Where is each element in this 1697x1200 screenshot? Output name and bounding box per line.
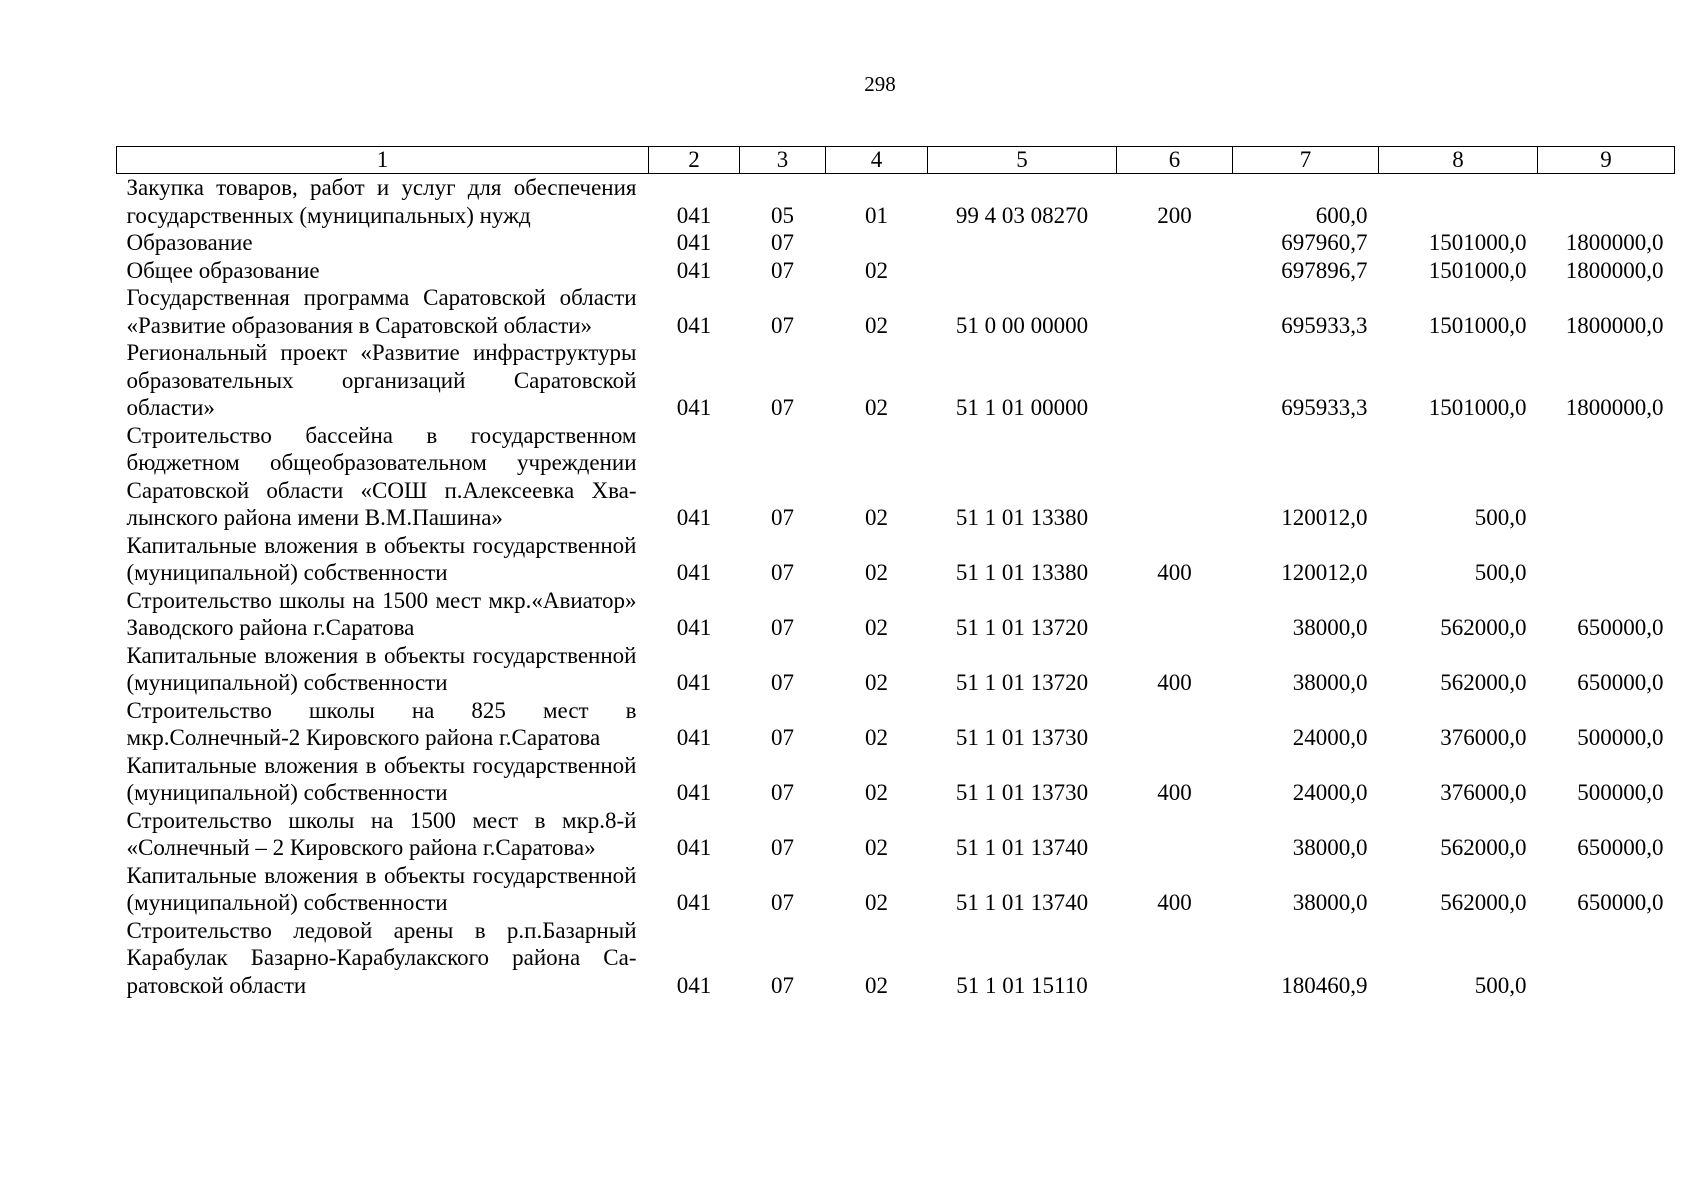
amount-column-7: 24000,0	[1292, 780, 1368, 805]
table-row	[117, 339, 1675, 422]
subsection-code: 02	[865, 835, 888, 860]
section-code: 07	[771, 560, 794, 585]
item-name: Государственная программа Саратовской области «Развитие образования в Саратовской области»	[126, 285, 637, 338]
target-article-code: 51 1 01 13730	[955, 780, 1089, 805]
table-row	[117, 862, 1675, 917]
subsection-code: 02	[865, 725, 888, 750]
amount-column-9	[1538, 917, 1675, 1000]
item-name: Образование	[126, 230, 253, 255]
column-header-2: 2	[649, 147, 740, 174]
amount-column-7: 600,0	[1315, 202, 1368, 228]
table-row	[117, 229, 1675, 257]
amount-column-7: 38000,0	[1292, 615, 1368, 640]
target-article-code: 51 1 01 13380	[955, 560, 1089, 585]
section-code: 07	[771, 257, 794, 283]
table-row	[117, 807, 1675, 862]
amount-column-8: 376000,0	[1440, 780, 1527, 805]
amount-column-8: 1501000,0	[1428, 395, 1527, 420]
amount-column-9	[1538, 532, 1675, 587]
amount-column-7: 697896,7	[1281, 257, 1368, 283]
ministry-code: 041	[676, 780, 712, 805]
table-row	[117, 257, 1675, 285]
amount-column-8: 562000,0	[1440, 670, 1527, 695]
column-header-5: 5	[928, 147, 1117, 174]
section-code: 07	[771, 780, 794, 805]
subsection-code: 02	[865, 972, 888, 998]
column-header-8: 8	[1379, 147, 1538, 174]
section-code: 07	[771, 890, 794, 915]
target-article-code: 51 1 01 13720	[955, 615, 1089, 640]
ministry-code: 041	[676, 670, 712, 695]
table-row	[117, 697, 1675, 752]
table-body	[117, 174, 1675, 1000]
target-article-code: 51 0 00 00000	[955, 312, 1089, 338]
target-article-code: 51 1 01 13380	[955, 505, 1089, 530]
table-row	[117, 587, 1675, 642]
ministry-code: 041	[676, 560, 712, 585]
ministry-code: 041	[676, 230, 712, 255]
amount-column-9: 1800000,0	[1565, 257, 1664, 283]
subsection-code: 02	[865, 505, 888, 530]
target-article-code	[928, 257, 1117, 285]
amount-column-8: 500,0	[1474, 972, 1527, 998]
expense-type-code	[1117, 587, 1233, 642]
amount-column-9	[1538, 422, 1675, 532]
amount-column-9: 650000,0	[1577, 835, 1664, 860]
target-article-code	[928, 229, 1117, 257]
amount-column-9: 500000,0	[1577, 725, 1664, 750]
header-row	[117, 147, 1675, 174]
expense-type-code	[1117, 284, 1233, 339]
item-name: Капитальные вложения в объекты государственной (муниципальной) собственности	[126, 752, 637, 805]
target-article-code: 51 1 01 15110	[956, 972, 1088, 998]
expense-type-code	[1117, 229, 1233, 257]
target-article-code: 51 1 01 13730	[955, 725, 1089, 750]
ministry-code: 041	[676, 505, 712, 530]
amount-column-8: 562000,0	[1440, 890, 1527, 915]
target-article-code: 51 1 01 13740	[955, 835, 1089, 860]
amount-column-8: 500,0	[1474, 560, 1527, 585]
amount-column-8: 562000,0	[1440, 835, 1527, 860]
amount-column-8: 1501000,0	[1428, 257, 1527, 283]
target-article-code: 99 4 03 08270	[955, 202, 1089, 228]
expense-type-code: 400	[1157, 560, 1192, 585]
subsection-code: 01	[865, 202, 888, 228]
amount-column-9	[1538, 174, 1675, 230]
amount-column-9: 1800000,0	[1565, 312, 1664, 338]
subsection-code: 02	[865, 615, 888, 640]
expense-type-code: 400	[1157, 780, 1192, 805]
expense-type-code	[1117, 697, 1233, 752]
amount-column-8	[1379, 174, 1538, 230]
item-name: Строительство ледовой арены в р.п.Базарный Карабулак Базарно-Карабулакского района Саратовской области	[126, 917, 637, 998]
amount-column-8: 562000,0	[1440, 615, 1527, 640]
amount-column-8: 1501000,0	[1428, 312, 1527, 338]
subsection-code: 02	[865, 312, 888, 338]
table-row	[117, 422, 1675, 532]
table-row	[117, 917, 1675, 1000]
ministry-code: 041	[676, 972, 712, 998]
amount-column-9: 1800000,0	[1565, 230, 1664, 255]
amount-column-7: 695933,3	[1281, 395, 1368, 420]
column-header-6: 6	[1117, 147, 1233, 174]
table-row	[117, 174, 1675, 230]
table-row	[117, 642, 1675, 697]
item-name: Строительство школы на 1500 мест в мкр.8-й «Солнечный – 2 Кировского района г.Саратова»	[126, 807, 637, 860]
expense-type-code: 400	[1157, 670, 1192, 695]
amount-column-7: 120012,0	[1281, 560, 1368, 585]
item-name: Строительство бассейна в государственном бюджетном общеобразовательном учреждении Саратовской области «СОШ п.Алексеевка Хвалынского района имени В.М.Пашина»	[126, 422, 637, 530]
ministry-code: 041	[676, 202, 712, 228]
amount-column-7: 695933,3	[1281, 312, 1368, 338]
item-name: Региональный проект «Развитие инфраструктуры образовательных организаций Саратовской области»	[126, 340, 637, 420]
section-code: 07	[771, 395, 794, 420]
expense-type-code	[1117, 917, 1233, 1000]
column-header-9: 9	[1538, 147, 1675, 174]
amount-column-7: 697960,7	[1281, 230, 1368, 255]
budget-table	[116, 146, 1675, 999]
table-header	[117, 147, 1675, 174]
amount-column-9: 650000,0	[1577, 890, 1664, 915]
table-row	[117, 752, 1675, 807]
column-header-3: 3	[740, 147, 826, 174]
amount-column-8: 376000,0	[1440, 725, 1527, 750]
ministry-code: 041	[676, 257, 712, 283]
amount-column-9: 650000,0	[1577, 670, 1664, 695]
expense-type-code	[1117, 257, 1233, 285]
amount-column-7: 120012,0	[1281, 505, 1368, 530]
subsection-code: 02	[865, 257, 888, 283]
subsection-code	[826, 229, 928, 257]
section-code: 07	[771, 670, 794, 695]
subsection-code: 02	[865, 890, 888, 915]
ministry-code: 041	[676, 615, 712, 640]
column-header-1: 1	[117, 147, 649, 174]
section-code: 05	[771, 202, 794, 228]
item-name: Капитальные вложения в объекты государственной (муниципальной) собственности	[126, 532, 637, 585]
expense-type-code	[1117, 339, 1233, 422]
section-code: 07	[771, 615, 794, 640]
amount-column-9: 1800000,0	[1565, 395, 1664, 420]
item-name: Общее образование	[126, 257, 320, 283]
ministry-code: 041	[676, 312, 712, 338]
ministry-code: 041	[676, 890, 712, 915]
amount-column-9: 500000,0	[1577, 780, 1664, 805]
target-article-code: 51 1 01 00000	[955, 395, 1089, 420]
page-number: 298	[864, 72, 896, 96]
expense-type-code	[1117, 807, 1233, 862]
item-name: Строительство школы на 1500 мест мкр.«Авиатор» Заводского района г.Саратова	[126, 587, 637, 640]
section-code: 07	[771, 835, 794, 860]
amount-column-7: 38000,0	[1292, 890, 1368, 915]
target-article-code: 51 1 01 13740	[955, 890, 1089, 915]
expense-type-code	[1117, 422, 1233, 532]
section-code: 07	[771, 725, 794, 750]
item-name: Закупка товаров, работ и услуг для обеспечения государственных (муниципальных) нужд	[126, 175, 637, 228]
item-name: Капитальные вложения в объекты государственной (муниципальной) собственности	[126, 862, 637, 915]
section-code: 07	[771, 505, 794, 530]
subsection-code: 02	[865, 670, 888, 695]
section-code: 07	[771, 230, 794, 255]
ministry-code: 041	[676, 725, 712, 750]
ministry-code: 041	[676, 835, 712, 860]
amount-column-9: 650000,0	[1577, 615, 1664, 640]
expense-type-code: 200	[1157, 202, 1192, 228]
amount-column-7: 38000,0	[1292, 835, 1368, 860]
section-code: 07	[771, 312, 794, 338]
amount-column-8: 1501000,0	[1428, 230, 1527, 255]
subsection-code: 02	[865, 395, 888, 420]
table-row	[117, 284, 1675, 339]
item-name: Строительство школы на 825 мест в мкр.Солнечный-2 Кировского района г.Саратова	[126, 697, 637, 750]
column-header-4: 4	[826, 147, 928, 174]
target-article-code: 51 1 01 13720	[955, 670, 1089, 695]
amount-column-8: 500,0	[1474, 505, 1527, 530]
subsection-code: 02	[865, 780, 888, 805]
subsection-code: 02	[865, 560, 888, 585]
item-name: Капитальные вложения в объекты государственной (муниципальной) собственности	[126, 642, 637, 695]
amount-column-7: 24000,0	[1292, 725, 1368, 750]
table-row	[117, 532, 1675, 587]
amount-column-7: 180460,9	[1281, 972, 1368, 998]
expense-type-code: 400	[1157, 890, 1192, 915]
column-header-7: 7	[1233, 147, 1379, 174]
ministry-code: 041	[676, 395, 712, 420]
section-code: 07	[771, 972, 794, 998]
amount-column-7: 38000,0	[1292, 670, 1368, 695]
